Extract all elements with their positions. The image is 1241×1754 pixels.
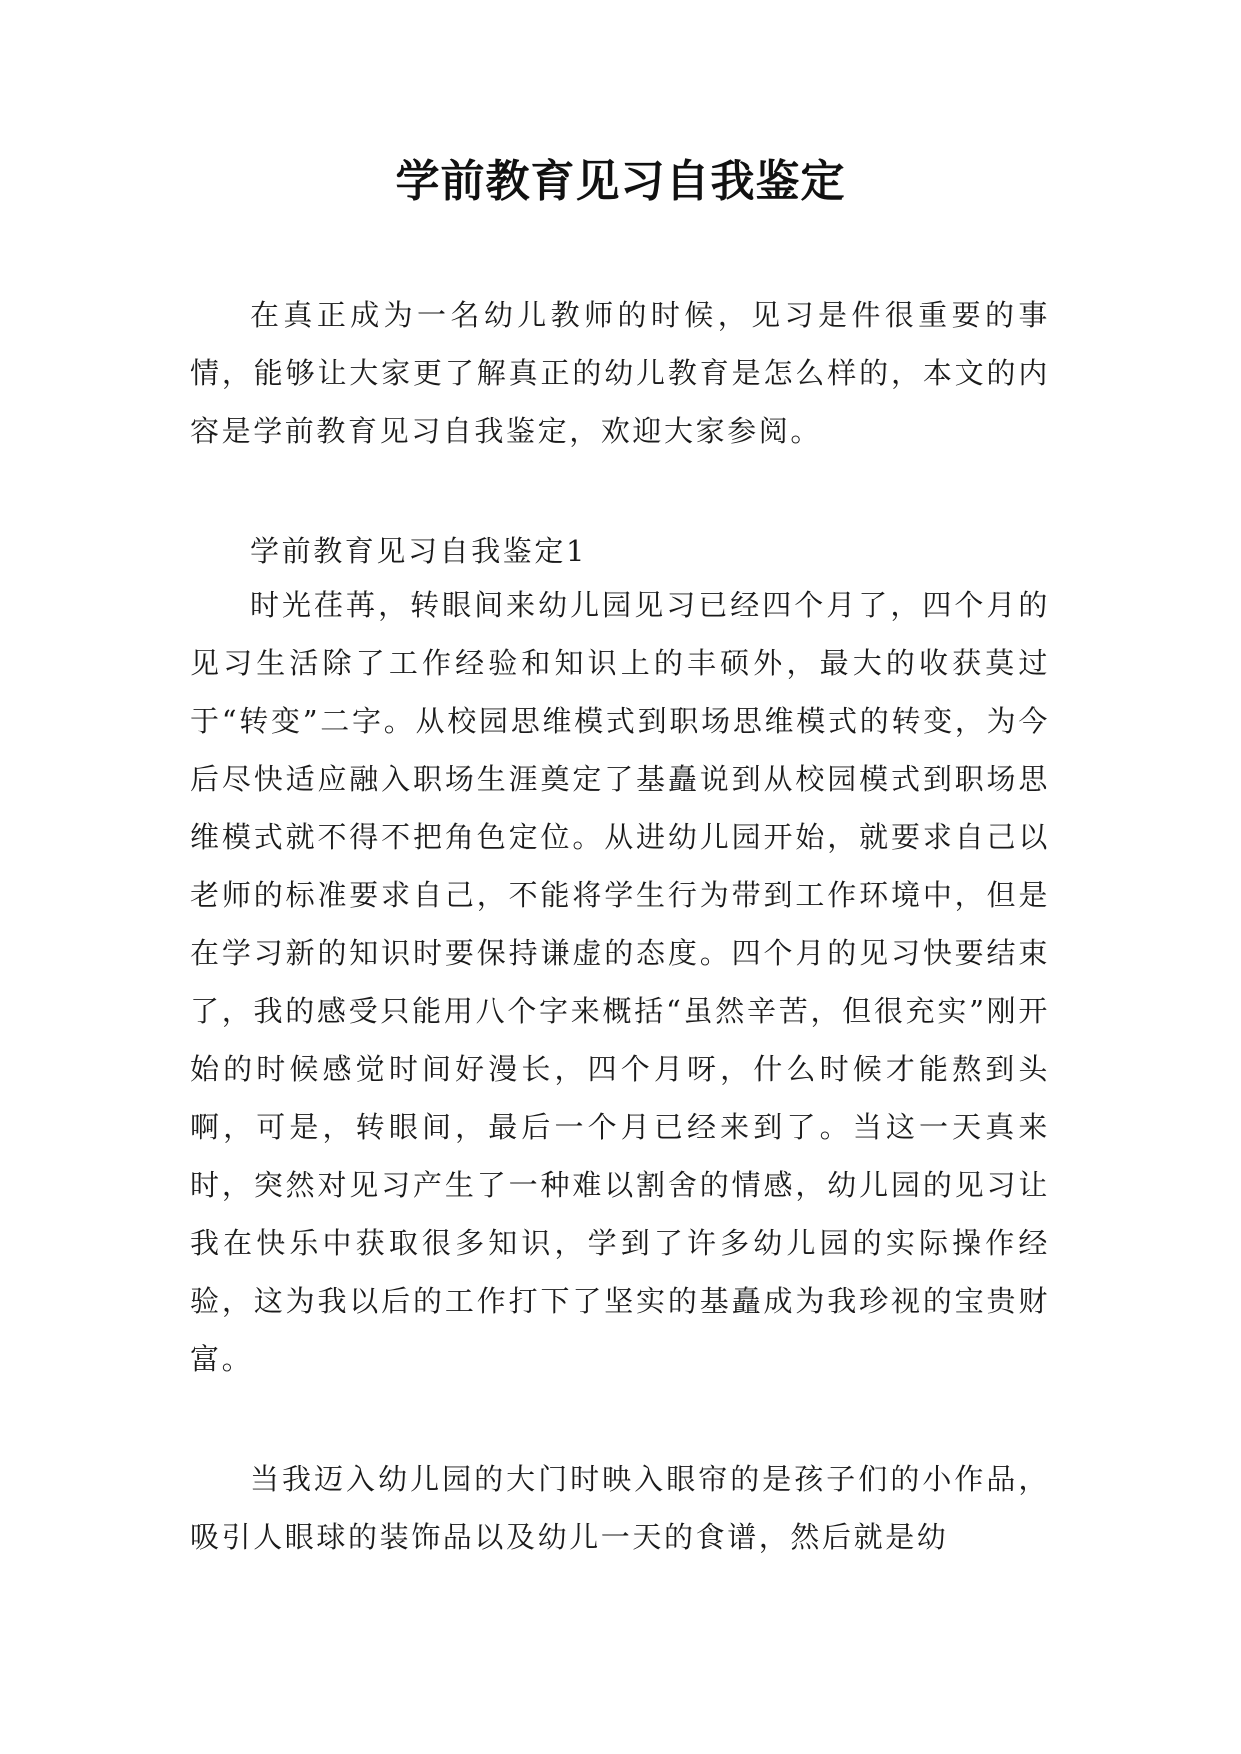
- section-1-paragraph: 时光荏苒，转眼间来幼儿园见习已经四个月了，四个月的见习生活除了工作经验和知识上的丰硕外，最大的收获莫过于“转变”二字。从校园思维模式到职场思维模式的转变，为今后尽快适应融入职场生涯奠定了基矗说到从校园模式到职场思维模式就不得不把角色定位。从进幼儿园开始，就要求自己以老师的标准要求自己，不能将学生行为带到工作环境中，但是在学习新的知识时要保持谦虚的态度。四个月的见习快要结束了，我的感受只能用八个字来概括“虽然辛苦，但很充实”刚开始的时候感觉时间好漫长，四个月呀，什么时候才能熬到头啊，可是，转眼间，最后一个月已经来到了。当这一天真来时，突然对见习产生了一种难以割舍的情感，幼儿园的见习让我在快乐中获取很多知识，学到了许多幼儿园的实际操作经验，这为我以后的工作打下了坚实的基矗成为我珍视的宝贵财富。: [190, 588, 1050, 1376]
- intro-block: [190, 286, 1050, 460]
- section-heading-block: [190, 522, 1050, 580]
- section-1-body-block: [190, 576, 1050, 1388]
- paragraph-3: 当我迈入幼儿园的大门时映入眼帘的是孩子们的小作品，吸引人眼球的装饰品以及幼儿一天的食谱，然后就是幼: [190, 1462, 1050, 1554]
- intro-paragraph: 在真正成为一名幼儿教师的时候，见习是件很重要的事情，能够让大家更了解真正的幼儿教育是怎么样的，本文的内容是学前教育见习自我鉴定，欢迎大家参阅。: [190, 298, 1050, 448]
- document-title: 学前教育见习自我鉴定: [395, 156, 846, 207]
- section-1-heading: 学前教育见习自我鉴定1: [250, 534, 588, 568]
- paragraph-3-block: [190, 1450, 1050, 1566]
